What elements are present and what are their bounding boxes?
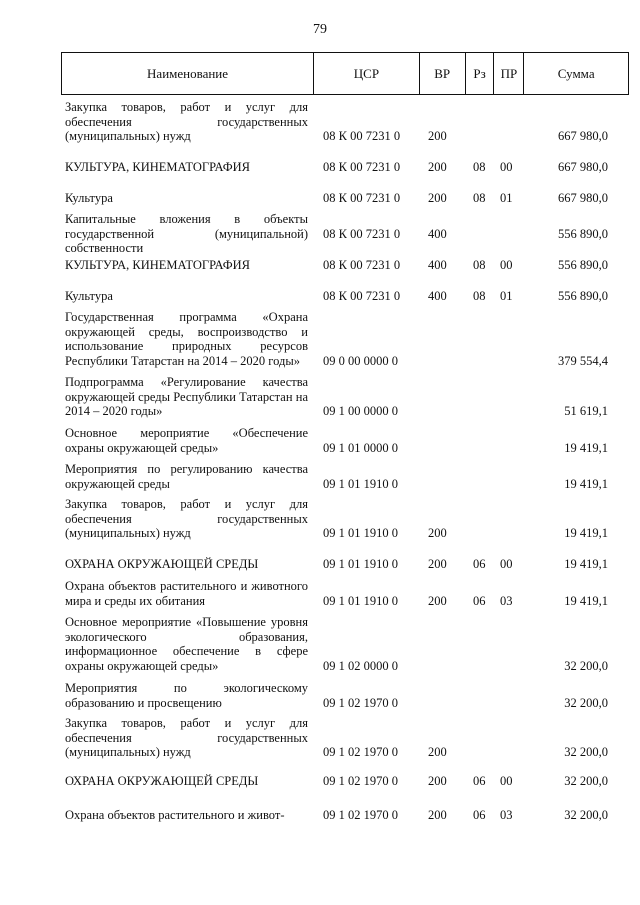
row-csr: 09 1 01 0000 0 <box>323 440 398 455</box>
row-vr: 200 <box>428 557 447 571</box>
row-pr: 00 <box>500 557 513 571</box>
row-vr: 200 <box>428 774 447 788</box>
row-sum: 667 980,0 <box>558 191 608 205</box>
row-rz: 08 <box>473 258 486 272</box>
row-name: Государственная программа «Охрана окружающей среды, воспроизводство и использование природных ресурсов Республики Татарстан на 2014 – 2020 годы» <box>65 310 308 368</box>
row-csr: 09 1 01 1910 0 <box>323 557 398 571</box>
row-rz: 08 <box>473 191 486 205</box>
row-sum: 667 980,0 <box>558 129 608 144</box>
table-header <box>61 52 629 95</box>
page-number: 79 <box>313 22 327 37</box>
row-sum: 32 200,0 <box>564 774 608 788</box>
row-sum: 51 619,1 <box>564 404 608 419</box>
row-vr: 200 <box>428 808 447 822</box>
row-name: Капитальные вложения в объекты государственной (муниципальной) собственности <box>65 212 308 256</box>
row-csr: 09 1 01 1910 0 <box>323 476 398 491</box>
column-header-sum: Сумма <box>557 65 595 81</box>
row-rz: 06 <box>473 557 486 571</box>
row-csr: 09 1 02 1970 0 <box>323 745 398 760</box>
row-csr: 09 0 00 0000 0 <box>323 353 398 368</box>
row-name: КУЛЬТУРА, КИНЕМАТОГРАФИЯ <box>65 258 250 272</box>
row-vr: 400 <box>428 226 447 241</box>
row-csr: 09 1 02 1970 0 <box>323 695 398 710</box>
row-sum: 667 980,0 <box>558 160 608 174</box>
row-name: Закупка товаров, работ и услуг для обеспечения государственных (муниципальных) нужд <box>65 497 308 541</box>
row-name: Основное мероприятие «Обеспечение охраны окружающей среды» <box>65 426 308 455</box>
column-header-rz: Рз <box>466 53 495 94</box>
row-pr: 00 <box>500 160 513 174</box>
row-csr: 09 1 02 1970 0 <box>323 808 398 822</box>
row-csr: 08 К 00 7231 0 <box>323 129 401 144</box>
row-vr: 200 <box>428 745 447 760</box>
row-vr: 200 <box>428 593 447 608</box>
row-pr: 00 <box>500 258 513 272</box>
row-sum: 19 419,1 <box>564 593 608 608</box>
row-sum: 19 419,1 <box>564 526 608 541</box>
row-csr: 08 К 00 7231 0 <box>323 160 401 174</box>
row-name: Основное мероприятие «Повышение уровня экологического образования, информационное обеспечение в сфере охраны окружающей среды» <box>65 615 308 673</box>
row-rz: 06 <box>473 593 486 608</box>
row-csr: 08 К 00 7231 0 <box>323 191 401 205</box>
row-sum: 32 200,0 <box>564 695 608 710</box>
row-csr: 09 1 02 1970 0 <box>323 774 398 788</box>
row-rz: 08 <box>473 160 486 174</box>
row-sum: 556 890,0 <box>558 258 608 272</box>
row-pr: 03 <box>500 808 513 822</box>
row-pr: 03 <box>500 593 513 608</box>
row-vr: 200 <box>428 160 447 174</box>
row-name: Охрана объектов растительного и живот- <box>65 808 285 822</box>
row-sum: 556 890,0 <box>558 226 608 241</box>
row-sum: 19 419,1 <box>564 440 608 455</box>
row-vr: 400 <box>428 289 447 303</box>
row-name: Закупка товаров, работ и услуг для обеспечения государственных (муниципальных) нужд <box>65 716 308 760</box>
row-sum: 32 200,0 <box>564 808 608 822</box>
row-csr: 09 1 01 1910 0 <box>323 526 398 541</box>
row-sum: 556 890,0 <box>558 289 608 303</box>
row-name: ОХРАНА ОКРУЖАЮЩЕЙ СРЕДЫ <box>65 774 259 788</box>
column-header-pr: ПР <box>494 53 524 94</box>
row-csr: 08 К 00 7231 0 <box>323 289 401 303</box>
row-csr: 08 К 00 7231 0 <box>323 258 401 272</box>
row-csr: 08 К 00 7231 0 <box>323 226 401 241</box>
row-rz: 08 <box>473 289 486 303</box>
row-pr: 01 <box>500 289 513 303</box>
row-name: Подпрограмма «Регулирование качества окружающей среды Республики Татарстан на 2014 – 2020 годы» <box>65 375 308 419</box>
row-sum: 19 419,1 <box>564 476 608 491</box>
row-vr: 200 <box>428 526 447 541</box>
column-header-name: Наименование <box>62 53 314 94</box>
row-csr: 09 1 01 1910 0 <box>323 593 398 608</box>
row-sum: 32 200,0 <box>564 658 608 673</box>
column-header-csr: ЦСР <box>314 53 420 94</box>
row-name: Закупка товаров, работ и услуг для обеспечения государственных (муниципальных) нужд <box>65 100 308 144</box>
row-sum: 19 419,1 <box>564 557 608 571</box>
row-name: Охрана объектов растительного и животного мира и среды их обитания <box>65 579 308 608</box>
row-name: Культура <box>65 191 113 205</box>
row-rz: 06 <box>473 808 486 822</box>
row-csr: 09 1 00 0000 0 <box>323 404 398 419</box>
row-sum: 379 554,4 <box>558 353 608 368</box>
row-pr: 01 <box>500 191 513 205</box>
row-pr: 00 <box>500 774 513 788</box>
row-vr: 200 <box>428 129 447 144</box>
column-header-vr: ВР <box>420 53 466 94</box>
row-name: Мероприятия по регулированию качества окружающей среды <box>65 462 308 491</box>
row-csr: 09 1 02 0000 0 <box>323 658 398 673</box>
row-vr: 400 <box>428 258 447 272</box>
row-vr: 200 <box>428 191 447 205</box>
row-sum: 32 200,0 <box>564 745 608 760</box>
row-name: КУЛЬТУРА, КИНЕМАТОГРАФИЯ <box>65 160 250 174</box>
row-rz: 06 <box>473 774 486 788</box>
row-name: Мероприятия по экологическому образованию и просвещению <box>65 681 308 710</box>
row-name: Культура <box>65 289 113 303</box>
row-name: ОХРАНА ОКРУЖАЮЩЕЙ СРЕДЫ <box>65 557 259 571</box>
